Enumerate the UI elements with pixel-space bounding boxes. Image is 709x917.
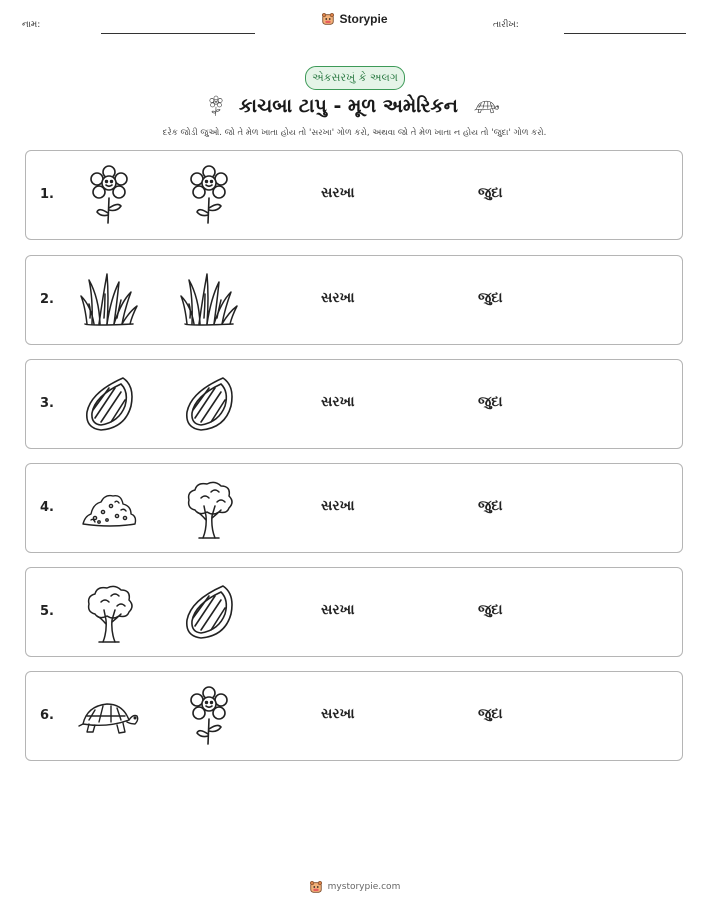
brand-name: Storypie bbox=[339, 12, 388, 26]
question-number: 5. bbox=[40, 604, 54, 619]
seed-icon bbox=[177, 580, 241, 644]
question-number: 6. bbox=[40, 708, 54, 723]
title-row bbox=[0, 90, 709, 122]
same-option[interactable]: સરખા bbox=[321, 290, 355, 306]
footer-url[interactable]: mystorypie.com bbox=[327, 882, 401, 892]
turtle-icon bbox=[470, 93, 504, 119]
storypie-logo-icon bbox=[321, 12, 335, 26]
question-row-4 bbox=[25, 463, 683, 553]
same-option[interactable]: સરખા bbox=[321, 394, 355, 410]
name-label: નામ: bbox=[22, 20, 41, 30]
question-number: 4. bbox=[40, 500, 54, 515]
flower-icon bbox=[77, 163, 141, 227]
flower-icon bbox=[177, 684, 241, 748]
tree-icon bbox=[177, 476, 241, 540]
tree-icon bbox=[77, 580, 141, 644]
question-row-1 bbox=[25, 150, 683, 240]
different-option[interactable]: જુદા bbox=[478, 185, 503, 201]
question-row-5 bbox=[25, 567, 683, 657]
different-option[interactable]: જુદા bbox=[478, 706, 503, 722]
instructions: દરેક જોડી જુઓ. જો તે મેળ ખાતા હોય તો 'સરખા' ગોળ કરો, અથવા જો તે મેળ ખાતા ન હોય તો 'જુદા' ગોળ કરો. bbox=[162, 128, 547, 138]
same-option[interactable]: સરખા bbox=[321, 185, 355, 201]
flower-icon bbox=[177, 163, 241, 227]
question-number: 3. bbox=[40, 396, 54, 411]
same-option[interactable]: સરખા bbox=[321, 498, 355, 514]
activity-badge-label: એકસરખું કે અલગ bbox=[312, 71, 398, 84]
same-option[interactable]: સરખા bbox=[321, 602, 355, 618]
question-row-3 bbox=[25, 359, 683, 449]
grass-icon bbox=[177, 268, 241, 332]
page-title: કાચબા ટાપુ - મૂળ અમેરિકન bbox=[239, 95, 458, 117]
name-line[interactable] bbox=[101, 33, 255, 34]
question-number: 2. bbox=[40, 292, 54, 307]
date-label: તારીખ: bbox=[493, 20, 519, 30]
turtle-icon bbox=[77, 684, 141, 748]
storypie-logo-icon bbox=[309, 880, 323, 894]
dirt-mound-icon bbox=[77, 476, 141, 540]
different-option[interactable]: જુદા bbox=[478, 498, 503, 514]
brand-logo bbox=[0, 12, 709, 26]
date-line[interactable] bbox=[564, 33, 686, 34]
different-option[interactable]: જુદા bbox=[478, 394, 503, 410]
seed-icon bbox=[177, 372, 241, 436]
different-option[interactable]: જુદા bbox=[478, 290, 503, 306]
seed-icon bbox=[77, 372, 141, 436]
grass-icon bbox=[77, 268, 141, 332]
flower-icon bbox=[205, 93, 227, 119]
footer bbox=[0, 880, 709, 894]
question-number: 1. bbox=[40, 187, 54, 202]
question-row-2 bbox=[25, 255, 683, 345]
question-row-6 bbox=[25, 671, 683, 761]
activity-badge bbox=[305, 66, 405, 90]
same-option[interactable]: સરખા bbox=[321, 706, 355, 722]
different-option[interactable]: જુદા bbox=[478, 602, 503, 618]
